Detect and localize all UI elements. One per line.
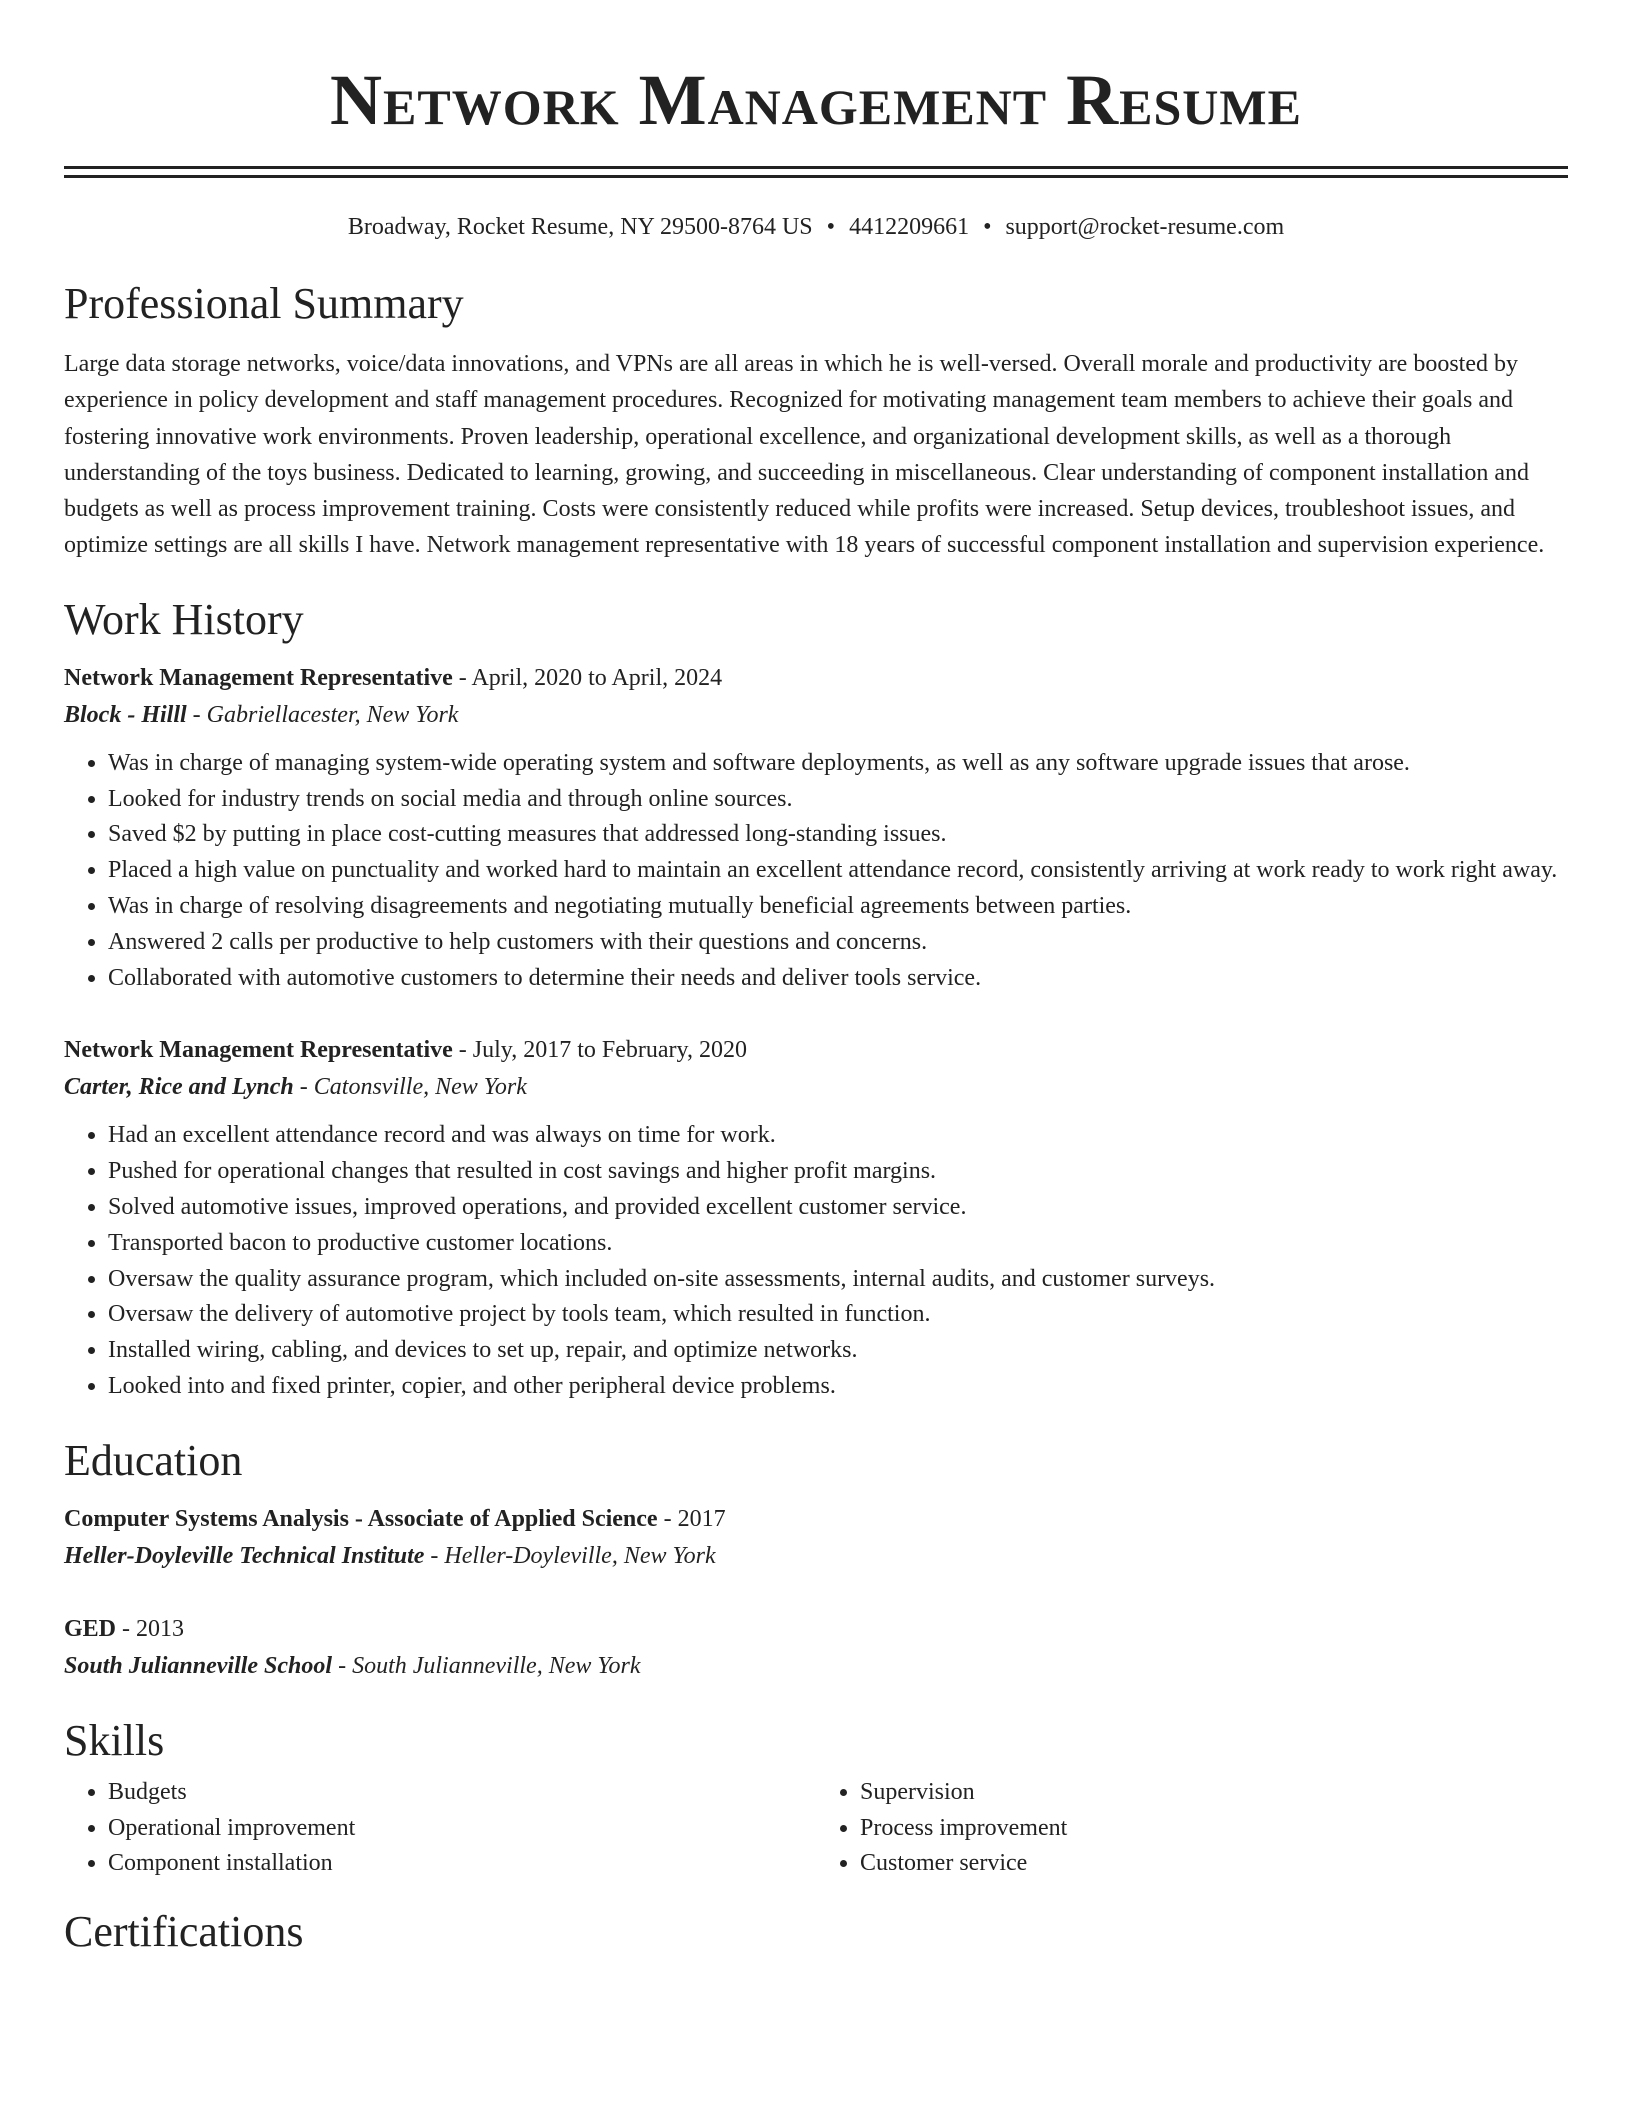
skills-heading: Skills bbox=[64, 1715, 165, 1765]
job-bullet: • Had an excellent attendance record and was always on time for work. bbox=[108, 1118, 1568, 1154]
resume-title: Network Management Resume bbox=[330, 60, 1302, 140]
job-dates: - July, 2017 to February, 2020 bbox=[452, 1037, 747, 1064]
skills-column-left bbox=[64, 1775, 816, 1882]
job-bullet: • Was in charge of resolving disagreements and negotiating mutually beneficial agreements between parties. bbox=[108, 889, 1568, 925]
skills-column-right bbox=[816, 1775, 1568, 1882]
contact-separator: • bbox=[826, 214, 836, 240]
job-bullet: • Answered 2 calls per productive to help customers with their questions and concerns. bbox=[108, 925, 1568, 961]
job-bullet: • Saved $2 by putting in place cost-cutting measures that addressed long-standing issues. bbox=[108, 817, 1568, 853]
job-company: Carter, Rice and Lynch bbox=[64, 1074, 294, 1101]
job-bullet: • Was in charge of managing system-wide operating system and software deployments, as well as any software upgrade issues that arose. bbox=[108, 746, 1568, 782]
job-location: - Gabriellacester, New York bbox=[186, 701, 459, 728]
summary-section bbox=[64, 278, 1568, 564]
job-bullet: • Pushed for operational changes that resulted in cost savings and higher profit margins. bbox=[108, 1154, 1568, 1190]
contact-address: Broadway, Rocket Resume, NY 29500-8764 US bbox=[347, 214, 813, 240]
job-bullets bbox=[64, 1118, 1568, 1404]
job-entry bbox=[64, 1032, 1568, 1404]
education-year: - 2013 bbox=[116, 1615, 185, 1642]
job-entry bbox=[64, 660, 1568, 997]
job-dates: - April, 2020 to April, 2024 bbox=[452, 664, 723, 691]
job-company-line bbox=[64, 697, 1568, 734]
job-bullet: • Solved automotive issues, improved operations, and provided excellent customer service. bbox=[108, 1190, 1568, 1226]
education-entry bbox=[64, 1501, 1568, 1575]
education-degree-line bbox=[64, 1501, 1568, 1538]
education-degree: GED bbox=[64, 1615, 117, 1642]
skill-item: • Customer service bbox=[860, 1846, 1568, 1882]
skills-grid bbox=[64, 1775, 1568, 1882]
education-section bbox=[64, 1435, 1568, 1685]
job-bullet: • Looked into and fixed printer, copier, and other peripheral device problems. bbox=[108, 1369, 1568, 1405]
summary-text: Large data storage networks, voice/data innovations, and VPNs are all areas in which he is well-versed. Overall morale and productivity are boosted by experience in policy development and staff management procedures. Recognized for motivating management team members to achieve their goals and fostering innovative work environments. Proven leadership, operational excellence, and organizational development skills, as well as a thorough understanding of the toys business. Dedicated to learning, growing, and succeeding in miscellaneous. Clear understanding of component installation and budgets as well as process improvement training. Costs were consistently reduced while profits were increased. Setup devices, troubleshoot issues, and optimize settings are all skills I have. Network management representative with 18 years of successful component installation and supervision experience. bbox=[64, 351, 1545, 559]
title-divider-top bbox=[64, 166, 1568, 169]
job-bullet: • Installed wiring, cabling, and devices to set up, repair, and optimize networks. bbox=[108, 1333, 1568, 1369]
education-year: - 2017 bbox=[657, 1505, 726, 1532]
job-bullet: • Placed a high value on punctuality and worked hard to maintain an excellent attendance record, consistently arriving at work ready to work right away. bbox=[108, 853, 1568, 889]
skill-item: • Component installation bbox=[108, 1846, 816, 1882]
job-location: - Catonsville, New York bbox=[293, 1074, 527, 1101]
work-history-heading: Work History bbox=[64, 594, 304, 644]
education-school: South Julianneville School bbox=[64, 1652, 333, 1679]
certifications-section bbox=[64, 1906, 1568, 1958]
skills-section bbox=[64, 1715, 1568, 1882]
job-bullet: • Transported bacon to productive customer locations. bbox=[108, 1226, 1568, 1262]
job-bullet: • Oversaw the delivery of automotive project by tools team, which resulted in function. bbox=[108, 1297, 1568, 1333]
job-bullet: • Looked for industry trends on social media and through online sources. bbox=[108, 782, 1568, 818]
contact-line bbox=[64, 212, 1568, 242]
contact-phone: 4412209661 bbox=[849, 214, 970, 240]
certifications-heading: Certifications bbox=[64, 1907, 304, 1957]
education-location: - South Julianneville, New York bbox=[332, 1652, 641, 1679]
job-title-line bbox=[64, 660, 1568, 697]
education-school: Heller-Doyleville Technical Institute bbox=[64, 1542, 425, 1569]
title-divider-bottom bbox=[64, 175, 1568, 178]
skill-item: • Budgets bbox=[108, 1775, 816, 1811]
job-title: Network Management Representative bbox=[64, 1037, 453, 1064]
work-history-section bbox=[64, 594, 1568, 1405]
contact-email[interactable]: support@rocket-resume.com bbox=[1005, 214, 1285, 240]
job-bullets bbox=[64, 746, 1568, 997]
contact-separator: • bbox=[983, 214, 992, 240]
education-location: - Heller-Doyleville, New York bbox=[424, 1542, 716, 1569]
job-bullet: • Collaborated with automotive customers to determine their needs and deliver tools service. bbox=[108, 961, 1568, 997]
education-school-line bbox=[64, 1538, 1568, 1575]
summary-heading: Professional Summary bbox=[64, 279, 464, 328]
education-entry bbox=[64, 1611, 1568, 1685]
job-company-line bbox=[64, 1069, 1568, 1106]
job-title: Network Management Representative bbox=[64, 664, 453, 691]
job-title-line bbox=[64, 1032, 1568, 1069]
skill-item: • Operational improvement bbox=[108, 1811, 816, 1847]
skill-item: • Process improvement bbox=[860, 1811, 1568, 1847]
education-degree: Computer Systems Analysis - Associate of Applied Science bbox=[64, 1505, 658, 1532]
education-heading: Education bbox=[64, 1435, 243, 1485]
skill-item: • Supervision bbox=[860, 1775, 1568, 1811]
education-degree-line bbox=[64, 1611, 1568, 1648]
education-school-line bbox=[64, 1648, 1568, 1685]
job-company: Block - Hilll bbox=[64, 701, 187, 728]
job-bullet: • Oversaw the quality assurance program, which included on-site assessments, internal audits, and customer surveys. bbox=[108, 1262, 1568, 1298]
